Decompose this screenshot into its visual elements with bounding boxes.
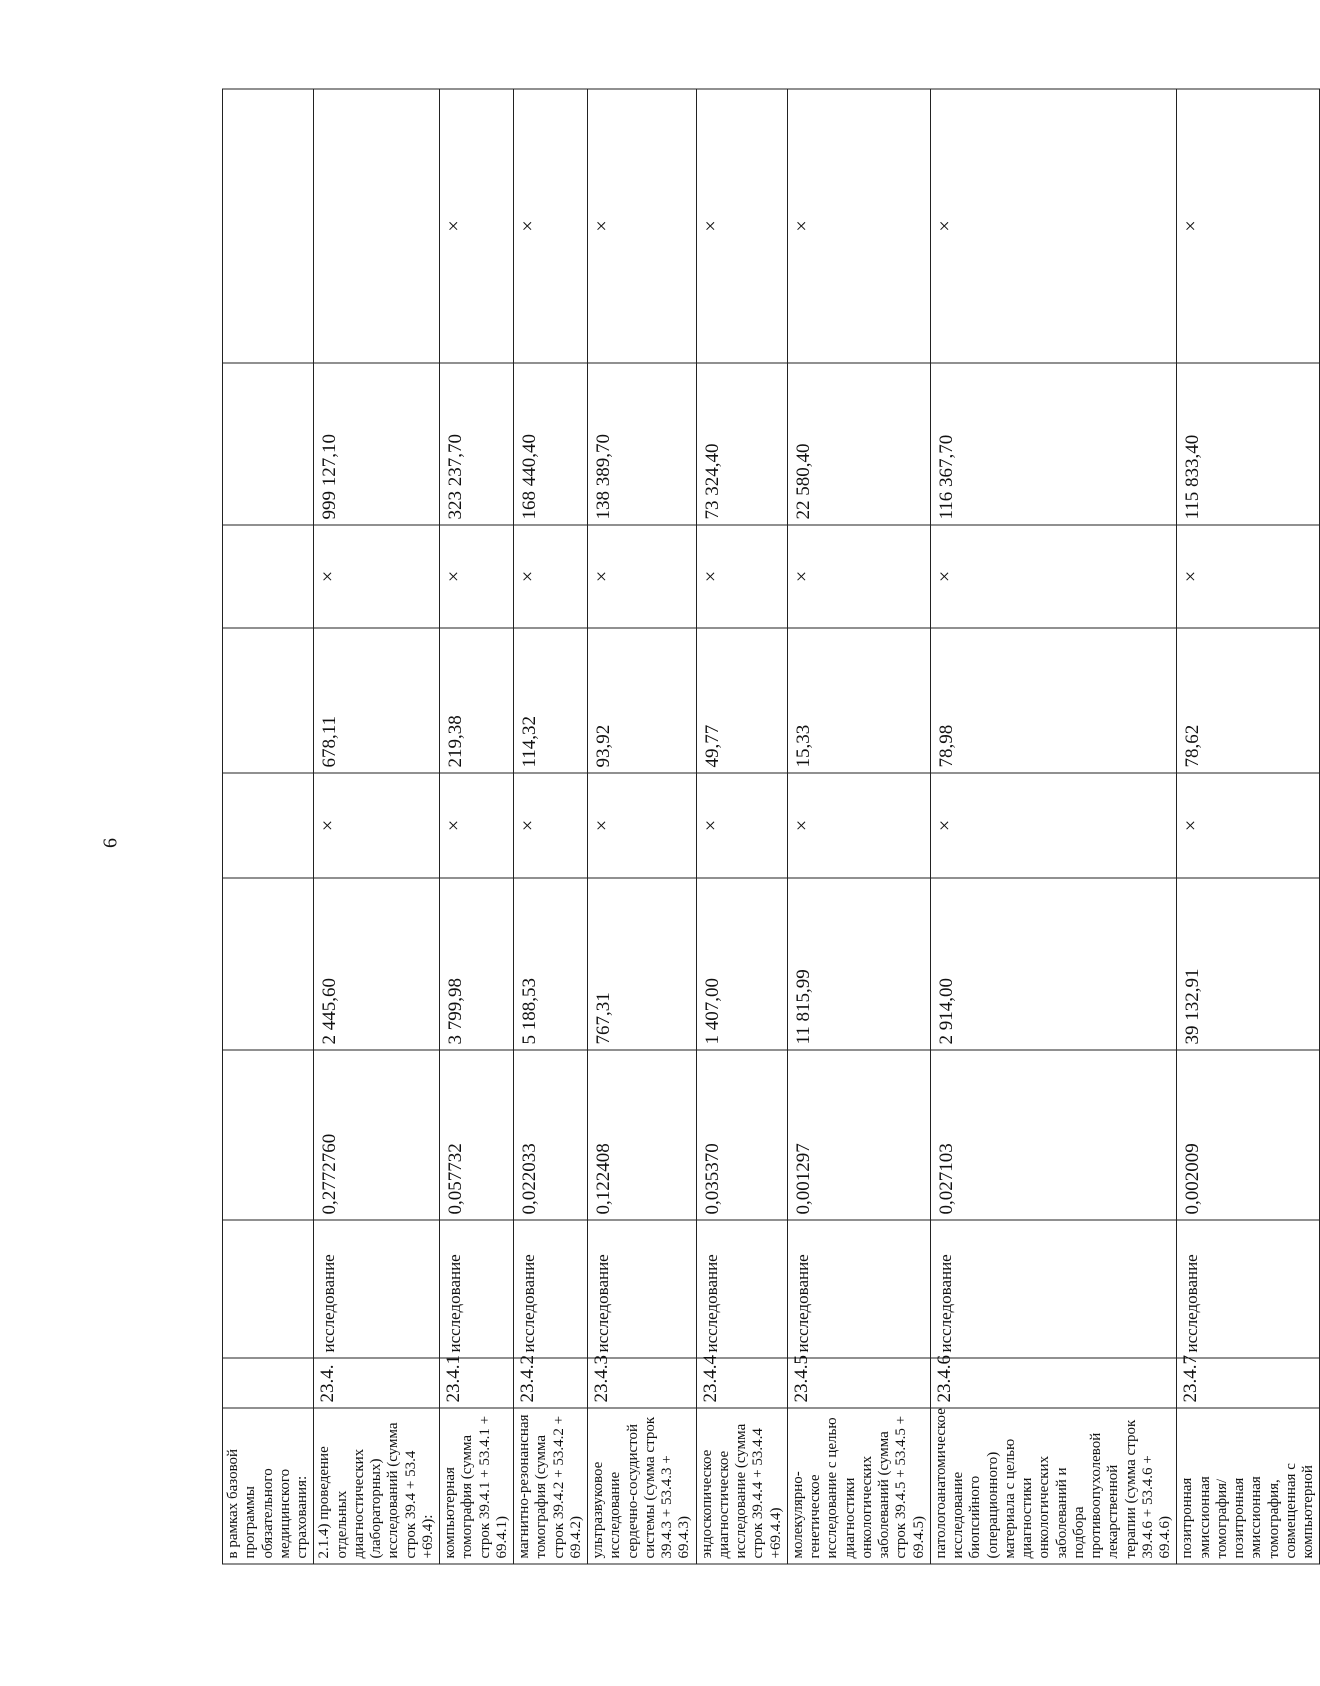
row-col10: × bbox=[440, 89, 514, 363]
row-cost: 2 914,00 bbox=[930, 878, 1177, 1050]
row-col6: × bbox=[440, 773, 514, 878]
row-col6 bbox=[223, 773, 314, 878]
row-col8: × bbox=[787, 525, 930, 628]
row-unit: исследование bbox=[930, 1220, 1177, 1358]
row-unit: исследование bbox=[314, 1220, 440, 1358]
row-col8: × bbox=[696, 525, 787, 628]
row-col10 bbox=[223, 89, 314, 363]
row-name: молекулярно-генетическое исследование с целью диагностики онкологических заболеваний (сумма строк 39.4.5 + 53.4.5 + 69.4.5) bbox=[787, 1408, 930, 1564]
row-name: магнитно-резонансная томография (сумма строк 39.4.2 + 53.4.2 + 69.4.2) bbox=[514, 1408, 588, 1564]
row-cost: 11 815,99 bbox=[787, 878, 930, 1050]
row-col10: × bbox=[588, 89, 697, 363]
table-row bbox=[314, 89, 440, 1564]
row-code: 23.4.2 bbox=[514, 1358, 588, 1408]
row-per-capita: 78,98 bbox=[930, 628, 1177, 773]
row-col8: × bbox=[588, 525, 697, 628]
row-col6: × bbox=[514, 773, 588, 878]
row-volume: 0,022033 bbox=[514, 1050, 588, 1220]
row-name: 2.1.4) проведение отдельных диагностических (лабораторных) исследований (сумма строк 39.4 + 53.4 +69.4): bbox=[314, 1408, 440, 1564]
row-cost: 5 188,53 bbox=[514, 878, 588, 1050]
row-name: в рамках базовой программы обязательного медицинского страхования: bbox=[223, 1408, 314, 1564]
table-row bbox=[787, 89, 930, 1564]
row-code: 23.4.1 bbox=[440, 1358, 514, 1408]
row-per-capita: 219,38 bbox=[440, 628, 514, 773]
row-unit: исследование bbox=[787, 1220, 930, 1358]
row-volume: 0,001297 bbox=[787, 1050, 930, 1220]
row-name: эндоскопическое диагностическое исследование (сумма строк 39.4.4 + 53.4.4 +69.4.4) bbox=[696, 1408, 787, 1564]
row-cost bbox=[223, 878, 314, 1050]
row-name: позитронная эмиссионная томография/позитронная эмиссионная томография, совмещенная с компьютерной bbox=[1177, 1408, 1320, 1564]
row-code: 23.4.6 bbox=[930, 1358, 1177, 1408]
row-unit: исследование bbox=[588, 1220, 697, 1358]
row-cost: 1 407,00 bbox=[696, 878, 787, 1050]
row-unit: исследование bbox=[514, 1220, 588, 1358]
row-volume: 0,035370 bbox=[696, 1050, 787, 1220]
financing-table bbox=[222, 89, 1320, 1565]
row-unit: исследование bbox=[696, 1220, 787, 1358]
row-code: 23.4. bbox=[314, 1358, 440, 1408]
row-per-capita: 114,32 bbox=[514, 628, 588, 773]
row-volume: 0,027103 bbox=[930, 1050, 1177, 1220]
row-per-capita: 15,33 bbox=[787, 628, 930, 773]
row-col8: × bbox=[514, 525, 588, 628]
row-volume: 0,2772760 bbox=[314, 1050, 440, 1220]
row-volume: 0,122408 bbox=[588, 1050, 697, 1220]
page-number: 6 bbox=[99, 838, 122, 848]
table-row bbox=[930, 89, 1177, 1564]
row-per-capita: 93,92 bbox=[588, 628, 697, 773]
row-col10: × bbox=[1177, 89, 1320, 363]
row-total: 115 833,40 bbox=[1177, 363, 1320, 525]
rotated-table-wrapper bbox=[222, 90, 1316, 1565]
table-row bbox=[1177, 89, 1320, 1564]
row-col10: × bbox=[696, 89, 787, 363]
row-total: 323 237,70 bbox=[440, 363, 514, 525]
row-col6: × bbox=[787, 773, 930, 878]
row-cost: 767,31 bbox=[588, 878, 697, 1050]
table-row bbox=[440, 89, 514, 1564]
row-name: компьютерная томография (сумма строк 39.4.1 + 53.4.1 + 69.4.1) bbox=[440, 1408, 514, 1564]
row-total: 116 367,70 bbox=[930, 363, 1177, 525]
row-per-capita: 49,77 bbox=[696, 628, 787, 773]
row-total: 22 580,40 bbox=[787, 363, 930, 525]
row-col6: × bbox=[1177, 773, 1320, 878]
row-col8 bbox=[223, 525, 314, 628]
row-total: 999 127,10 bbox=[314, 363, 440, 525]
row-per-capita bbox=[223, 628, 314, 773]
row-col6: × bbox=[930, 773, 1177, 878]
row-unit: исследование bbox=[440, 1220, 514, 1358]
row-volume: 0,002009 bbox=[1177, 1050, 1320, 1220]
row-total: 138 389,70 bbox=[588, 363, 697, 525]
row-code: 23.4.3 bbox=[588, 1358, 697, 1408]
table-row bbox=[696, 89, 787, 1564]
row-code: 23.4.4 bbox=[696, 1358, 787, 1408]
row-total: 73 324,40 bbox=[696, 363, 787, 525]
row-col6: × bbox=[314, 773, 440, 878]
row-per-capita: 678,11 bbox=[314, 628, 440, 773]
row-code: 23.4.5 bbox=[787, 1358, 930, 1408]
row-cost: 39 132,91 bbox=[1177, 878, 1320, 1050]
row-unit bbox=[223, 1220, 314, 1358]
row-col8: × bbox=[930, 525, 1177, 628]
row-col6: × bbox=[696, 773, 787, 878]
row-col6: × bbox=[588, 773, 697, 878]
row-total: 168 440,40 bbox=[514, 363, 588, 525]
row-name: ультразвуковое исследование сердечно-сосудистой системы (сумма строк 39.4.3 + 53.4.3 + 69.4.3) bbox=[588, 1408, 697, 1564]
row-unit: исследование bbox=[1177, 1220, 1320, 1358]
row-code: 23.4.7 bbox=[1177, 1358, 1320, 1408]
row-col10 bbox=[314, 89, 440, 363]
row-col10: × bbox=[787, 89, 930, 363]
row-total bbox=[223, 363, 314, 525]
table-row bbox=[588, 89, 697, 1564]
row-col10: × bbox=[930, 89, 1177, 363]
table-row-header bbox=[223, 89, 314, 1564]
table-row bbox=[514, 89, 588, 1564]
row-col8: × bbox=[314, 525, 440, 628]
row-volume: 0,057732 bbox=[440, 1050, 514, 1220]
row-code bbox=[223, 1358, 314, 1408]
row-volume bbox=[223, 1050, 314, 1220]
row-col8: × bbox=[1177, 525, 1320, 628]
row-name: патологоанатомическое исследование биопсийного (операционного) материала с целью диагностики онкологических заболеваний и подбора противоопухолевой лекарственной терапии (сумма строк 39.4.6 + 53.4.6 + 69.4.6) bbox=[930, 1408, 1177, 1564]
row-per-capita: 78,62 bbox=[1177, 628, 1320, 773]
row-col8: × bbox=[440, 525, 514, 628]
row-cost: 3 799,98 bbox=[440, 878, 514, 1050]
row-col10: × bbox=[514, 89, 588, 363]
row-cost: 2 445,60 bbox=[314, 878, 440, 1050]
